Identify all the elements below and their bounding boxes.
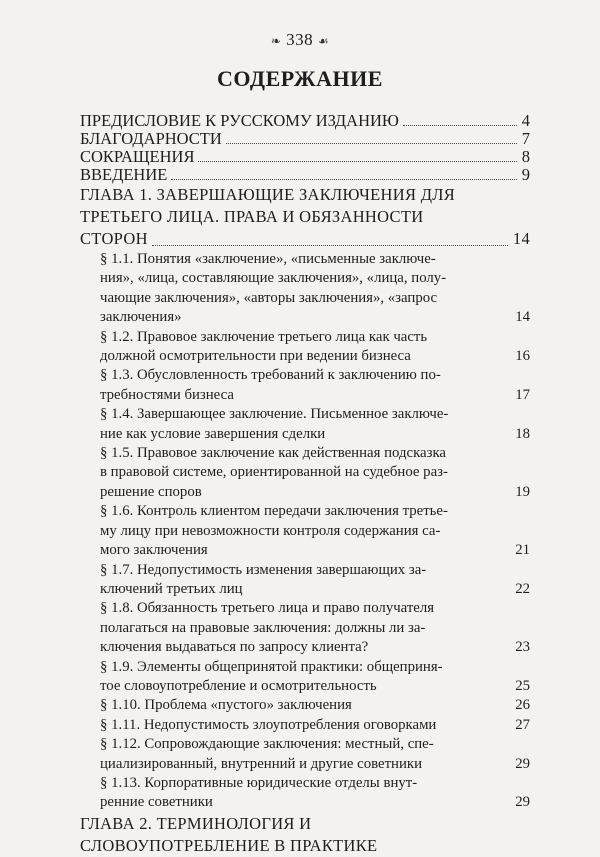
toc-entry-title: ГЛАВА 2. ТЕРМИНОЛОГИЯ И СЛОВОУПОТРЕБЛЕНИЕ В ПРАКТИКЕ	[80, 813, 378, 855]
toc-entry-title: § 1.2. Правовое заключение третьего лица как часть должной осмотрительности при ведении бизнеса	[100, 328, 428, 365]
table-of-contents	[80, 112, 530, 857]
toc-entry[interactable]	[100, 774, 530, 813]
toc-entry-title: § 1.11. Недопустимость злоупотребления оговорками	[100, 716, 437, 733]
page-title: СОДЕРЖАНИЕ	[217, 66, 383, 91]
toc-entry-title: § 1.10. Проблема «пустого» заключения	[100, 697, 352, 714]
toc-entry-title: § 1.13. Корпоративные юридические отделы внут- ренние советники	[100, 774, 418, 811]
toc-entry[interactable]	[100, 696, 530, 715]
toc-entry-page: 7	[519, 130, 530, 148]
toc-entry[interactable]	[100, 366, 530, 405]
toc-entry-title: § 1.1. Понятия «заключение», «письменные заключе- ния», «лица, составляющие заключения», «лица, полу- чающие заключения», «авторы заключения», «запрос заключения»	[100, 251, 447, 326]
toc-entry[interactable]	[100, 405, 530, 444]
toc-entry-page: 4	[519, 112, 530, 130]
ornament-icon: ❧	[270, 34, 282, 48]
toc-entry-title: § 1.12. Сопровождающие заключения: местный, спе- циализированный, внутренний и другие советники	[100, 736, 434, 772]
toc-entry[interactable]	[80, 166, 530, 184]
toc-entry-title: БЛАГОДАРНОСТИ	[80, 129, 222, 148]
toc-entry-page: 27	[512, 716, 530, 735]
toc-entry-page: 22	[512, 580, 530, 599]
toc-entry-title: § 1.8. Обязанность третьего лица и право получателя полагаться на правовые заключения: должны ли за- ключения выдаваться по запросу клиента?	[100, 600, 435, 656]
toc-entry[interactable]	[100, 599, 530, 657]
toc-entry-page: 14	[512, 308, 530, 327]
toc-entry-title: § 1.3. Обусловленность требований к заключению по- требностями бизнеса	[100, 367, 441, 403]
toc-entry-page: 9	[519, 166, 530, 184]
toc-entry[interactable]	[100, 444, 530, 502]
toc-entry[interactable]	[100, 561, 530, 600]
toc-entry[interactable]	[80, 112, 530, 130]
toc-entry[interactable]	[80, 130, 530, 148]
toc-entry[interactable]	[80, 148, 530, 166]
toc-entry[interactable]	[100, 328, 530, 367]
dot-leader	[403, 125, 517, 126]
toc-entry-title: СОКРАЩЕНИЯ	[80, 147, 195, 166]
toc-entry-title: ПРЕДИСЛОВИЕ К РУССКОМУ ИЗДАНИЮ	[80, 111, 399, 130]
toc-entry-page: 19	[512, 483, 530, 502]
ornament-icon: ☙	[317, 34, 330, 48]
dot-leader	[152, 245, 508, 246]
toc-entry-page: 8	[519, 148, 530, 166]
toc-entry-page: 29	[512, 793, 530, 812]
toc-entry-page: 16	[512, 347, 530, 366]
toc-entry[interactable]	[100, 658, 530, 697]
toc-entry-page: 25	[512, 677, 530, 696]
toc-entry-title: § 1.4. Завершающее заключение. Письменное заключе- ние как условие завершения сделки	[100, 406, 449, 442]
toc-entry-page: 18	[512, 425, 530, 444]
toc-entry[interactable]	[100, 250, 530, 328]
toc-entry-page: 21	[512, 541, 530, 560]
dot-leader	[226, 143, 517, 144]
toc-entry-title: ГЛАВА 1. ЗАВЕРШАЮЩИЕ ЗАКЛЮЧЕНИЯ ДЛЯ ТРЕТЬЕГО ЛИЦА. ПРАВА И ОБЯЗАННОСТИ СТОРОН	[80, 185, 456, 248]
toc-entry-title: § 1.6. Контроль клиентом передачи заключения третье- му лицу при невозможности контроля содержания са- мого заключения	[100, 503, 448, 559]
dot-leader	[198, 161, 516, 162]
page-number	[0, 30, 600, 50]
toc-entry-page: 29	[512, 755, 530, 774]
toc-entry-page: 17	[512, 386, 530, 405]
toc-entry[interactable]	[80, 184, 530, 250]
toc-entry-title: § 1.9. Элементы общепринятой практики: общеприня- тое словоупотребление и осмотрительность	[100, 658, 443, 694]
dot-leader	[171, 179, 516, 180]
toc-entry-page: 23	[512, 638, 530, 657]
toc-entry-page: 14	[510, 228, 530, 250]
toc-entry[interactable]	[100, 735, 530, 774]
toc-entry[interactable]	[100, 716, 530, 735]
toc-entry-title: ВВЕДЕНИЕ	[80, 165, 168, 184]
toc-entry-page: 26	[512, 696, 530, 715]
toc-entry-title: § 1.7. Недопустимость изменения завершающих за- ключений третьих лиц	[100, 561, 427, 597]
toc-entry[interactable]	[100, 502, 530, 560]
toc-entry-title: § 1.5. Правовое заключение как действенная подсказка в правовой системе, ориентированной на судебное раз- решение споров	[100, 445, 448, 500]
toc-entry[interactable]	[80, 813, 530, 857]
page-number-text: 338	[286, 30, 314, 49]
